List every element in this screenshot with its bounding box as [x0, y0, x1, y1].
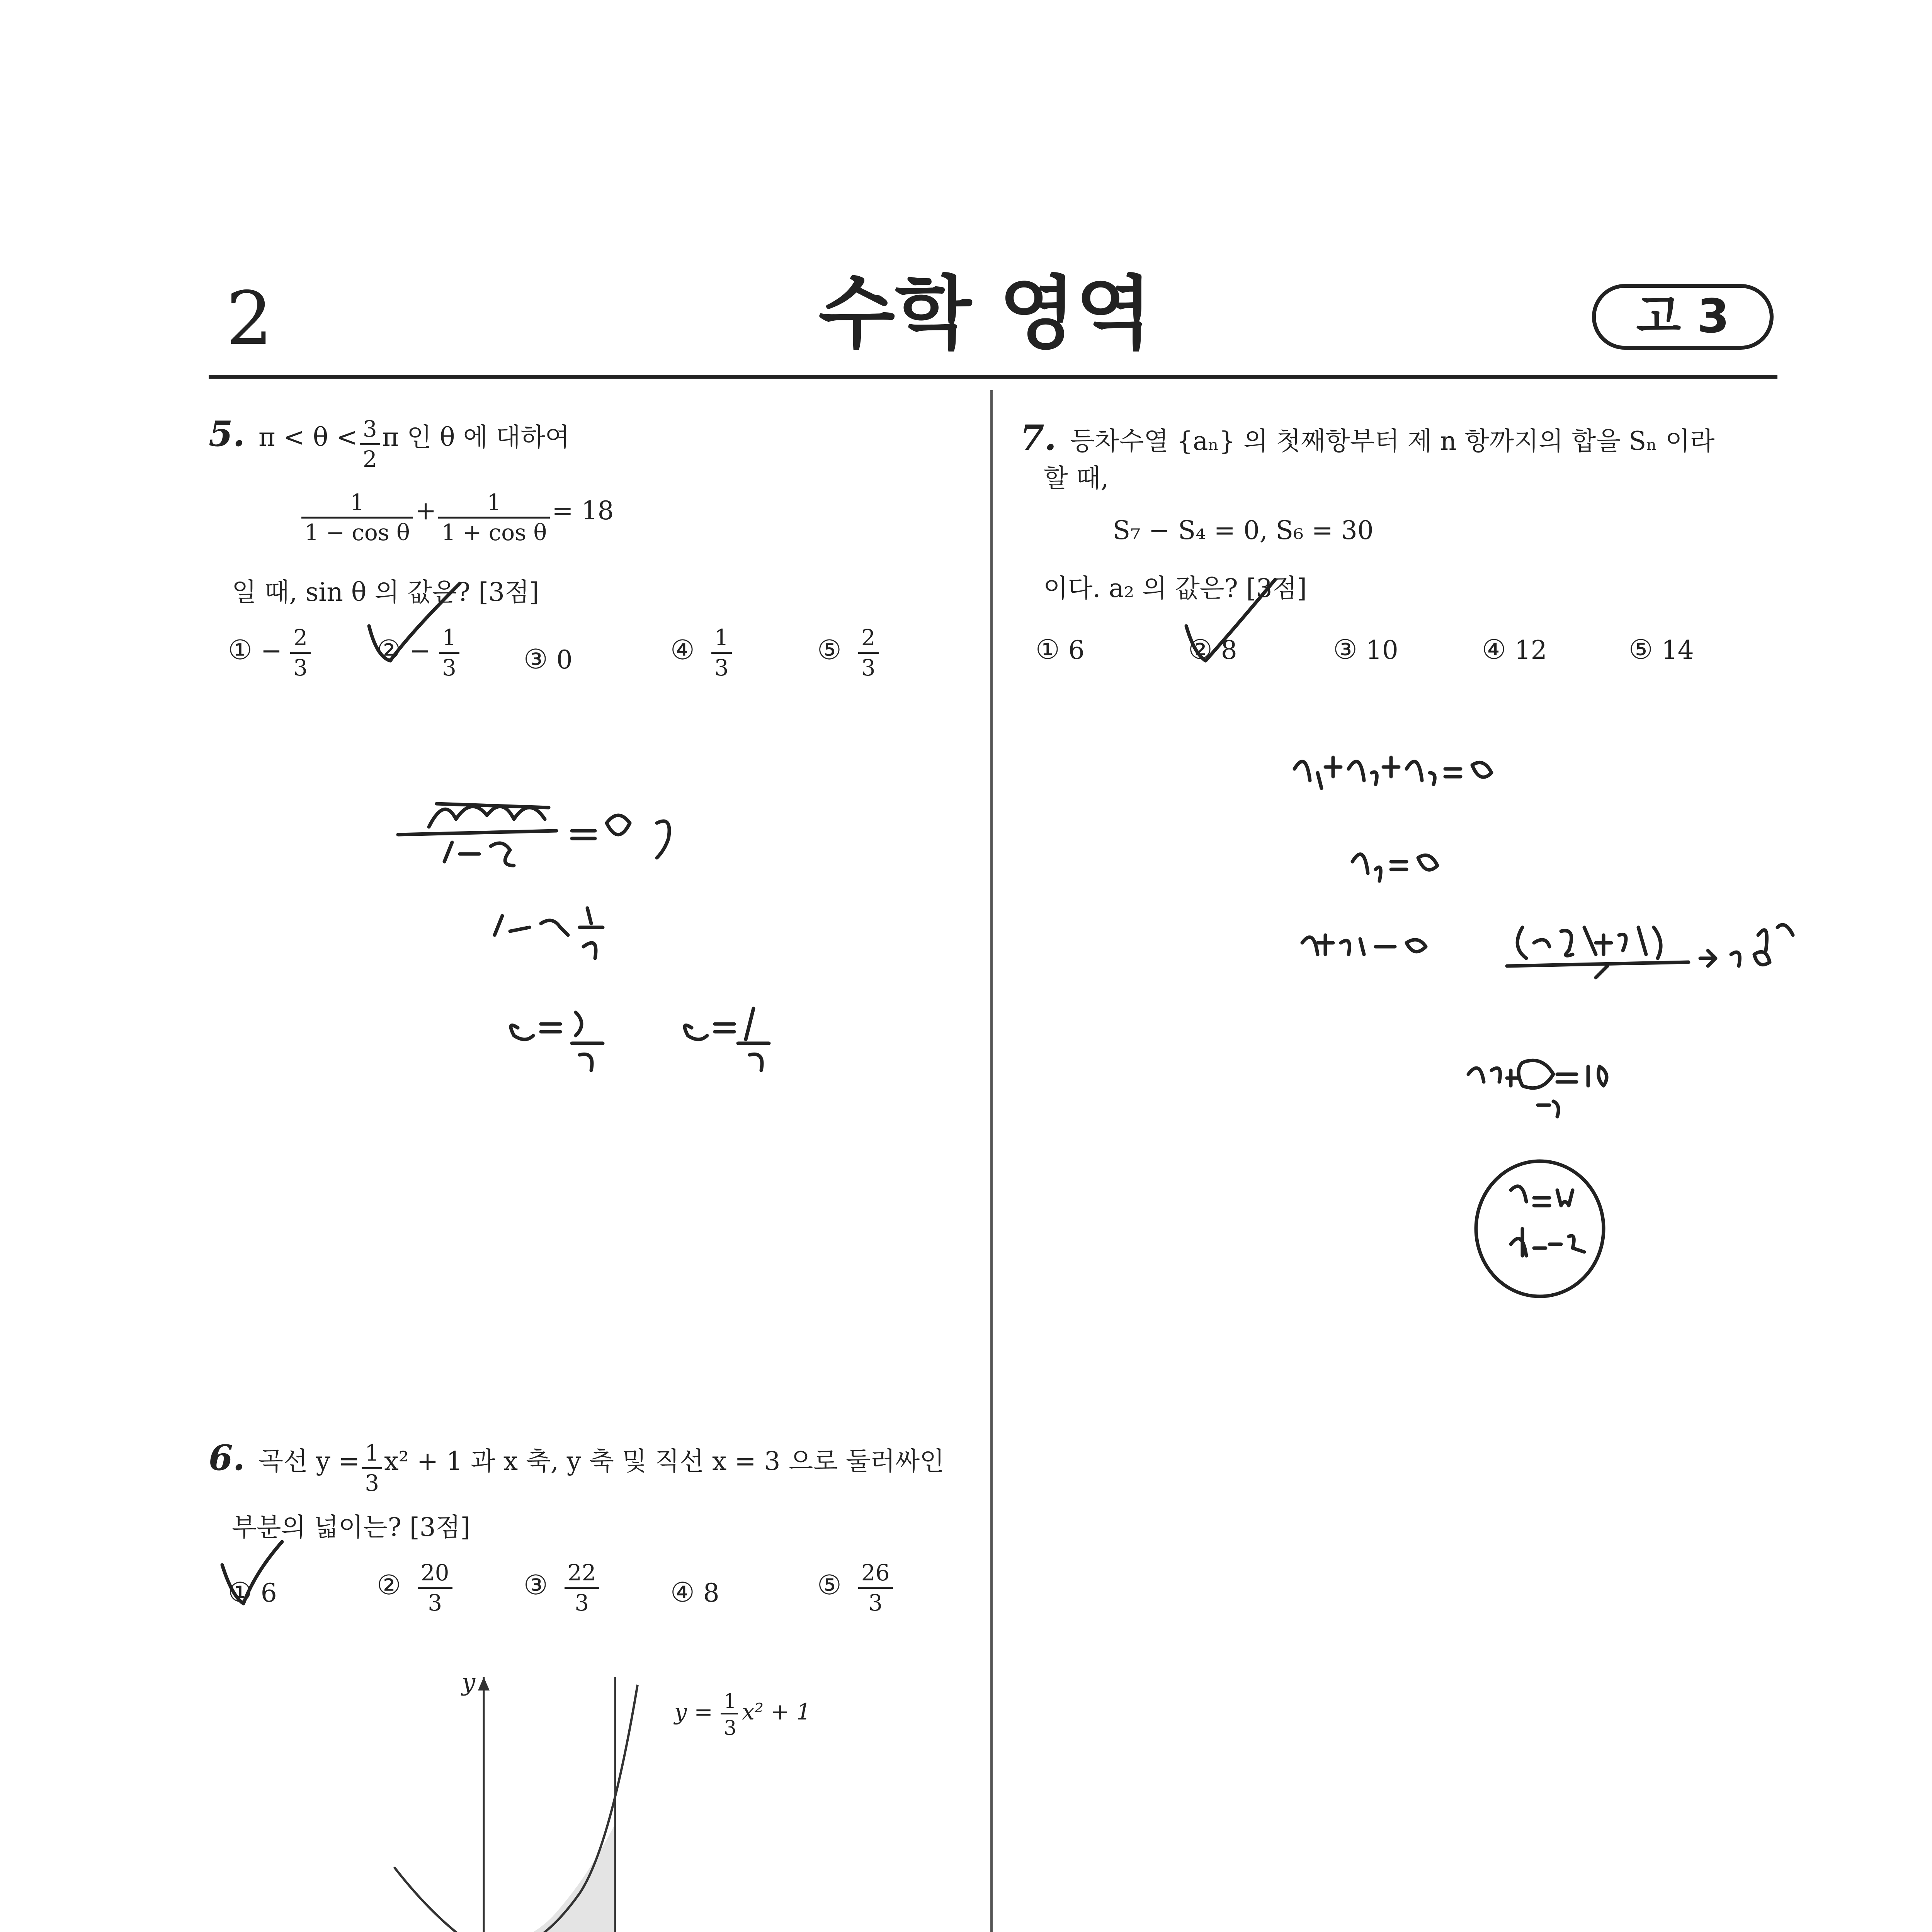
- grade-badge: 고 3: [1592, 284, 1774, 350]
- q7-checkmark: [1186, 580, 1275, 661]
- q7-condition: S₇ − S₄ = 0, S₆ = 30: [1113, 515, 1374, 545]
- q5-eq-plus: +: [415, 495, 437, 526]
- q6-prompt-line2: 부분의 넓이는? [3점]: [232, 1512, 471, 1542]
- q5-choice-4[interactable]: ④ $\frac{1}{3}$: [670, 626, 732, 680]
- q6-choice-3[interactable]: ③ $\frac{22}{3}$: [524, 1561, 599, 1615]
- q7-choice-4[interactable]: ④ 12: [1482, 634, 1547, 665]
- q6-checkmark: [222, 1542, 282, 1604]
- svg-text:x² + 1: x² + 1: [742, 1699, 811, 1725]
- q5-choice-1[interactable]: ① − $\frac{2}{3}$: [228, 626, 311, 680]
- page-title: 수학 영역: [818, 268, 1152, 360]
- q6-choice-4[interactable]: ④ 8: [670, 1577, 719, 1608]
- svg-text:3: 3: [724, 1717, 737, 1740]
- y-axis-label: y: [462, 1668, 476, 1696]
- q7-choice-1[interactable]: ① 6: [1036, 634, 1085, 665]
- q7-number: 7.: [1020, 417, 1056, 458]
- q6-choice-2[interactable]: ② $\frac{20}{3}$: [377, 1561, 452, 1615]
- q6-choice-1[interactable]: ① 6: [228, 1577, 277, 1608]
- page-number: 2: [226, 276, 273, 361]
- q5-question: 일 때, sin θ 의 값은? [3점]: [232, 577, 539, 607]
- q6-number: 6.: [209, 1437, 245, 1478]
- q7-question: 이다. a₂ 의 값은? [3점]: [1043, 573, 1307, 603]
- q5-eq-rhs: = 18: [552, 495, 614, 526]
- q7-scratch-work: [1294, 757, 1793, 1296]
- q5-choice-2[interactable]: ② − $\frac{1}{3}$: [377, 626, 459, 680]
- q5-eq-fraction-1: $\frac{1}{\text{1 − cos θ}}$: [301, 491, 413, 544]
- answer-circle: [1476, 1161, 1604, 1296]
- svg-text:y =: y =: [674, 1699, 713, 1725]
- q7-choice-2[interactable]: ② 8: [1188, 634, 1237, 665]
- svg-text:1: 1: [724, 1690, 737, 1713]
- q7-choice-5[interactable]: ⑤ 14: [1629, 634, 1694, 665]
- q6-fraction: $\frac{1}{3}$: [362, 1441, 382, 1495]
- q5-intro-fraction: $\frac{3}{2}$: [360, 417, 380, 471]
- q7-prompt-line2: 할 때,: [1043, 463, 1109, 493]
- q7-prompt: 7. 등차수열 {aₙ} 의 첫째항부터 제 n 항까지의 합을 Sₙ 이라: [1020, 417, 1715, 458]
- q6-prompt: 6. 곡선 y = $\frac{1}{3}$ x² + 1 과 x 축, y 축 및 직선 x = 3 으로 둘러싸인: [209, 1437, 944, 1496]
- q5-intro-after: π 인 θ 에 대하여: [382, 422, 570, 452]
- q5-scratch-work: [398, 804, 769, 1070]
- q5-choice-5[interactable]: ⑤ $\frac{2}{3}$: [817, 626, 879, 680]
- q7-choice-3[interactable]: ③ 10: [1333, 634, 1398, 665]
- q5-intro-before: π < θ <: [259, 422, 358, 452]
- q5-eq-fraction-2: $\frac{1}{\text{1 + cos θ}}$: [438, 491, 550, 544]
- q5-checkmark: [369, 583, 460, 661]
- q5-number: 5.: [209, 413, 245, 454]
- q6-choice-5[interactable]: ⑤ $\frac{26}{3}$: [817, 1561, 893, 1615]
- q5-choice-3[interactable]: ③ 0: [524, 643, 573, 675]
